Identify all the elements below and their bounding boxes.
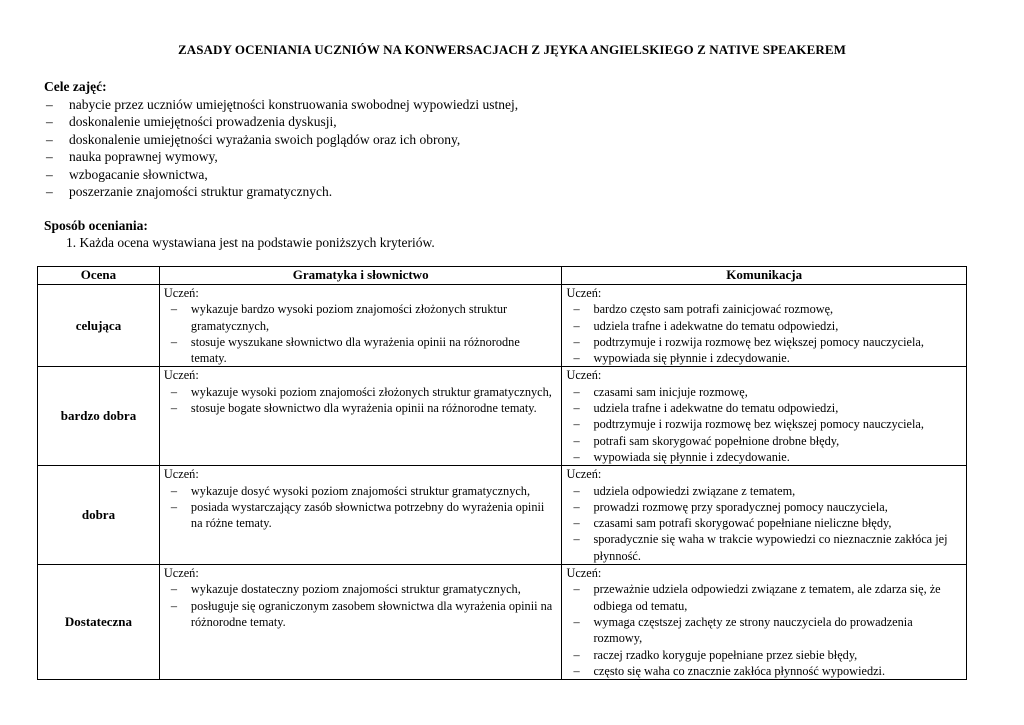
dash-bullet-icon: – bbox=[573, 647, 580, 662]
grading-table bbox=[37, 266, 967, 680]
goals-list bbox=[44, 96, 984, 201]
list-item: – udziela trafne i adekwatne do tematu odpowiedzi, bbox=[573, 401, 839, 416]
list-item: – podtrzymuje i rozwija rozmowę bez większej pomocy nauczyciela, bbox=[573, 417, 924, 432]
grammar-cell bbox=[159, 285, 562, 367]
grading-point: 1. Każda ocena wystawiana jest na podstawie poniższych kryteriów. bbox=[66, 235, 435, 250]
dash-bullet-icon: – bbox=[170, 384, 178, 399]
header-grade: Ocena bbox=[38, 267, 160, 285]
dash-bullet-icon: – bbox=[573, 582, 580, 597]
list-item: – stosuje wyszukane słownictwo dla wyrażenia opinii na różnorodne tematy. bbox=[170, 334, 520, 366]
communication-cell bbox=[562, 466, 967, 565]
dash-bullet-icon: – bbox=[46, 114, 53, 129]
criteria-list bbox=[566, 301, 962, 366]
table-row bbox=[38, 367, 967, 466]
dash-bullet-icon: – bbox=[46, 96, 53, 112]
list-item: – sporadycznie się waha w trakcie wypowiedzi co nieznacznie zakłóca jej płynność. bbox=[573, 532, 948, 563]
criteria-list bbox=[566, 483, 962, 564]
student-label: Uczeń: bbox=[163, 566, 199, 581]
list-item: – udziela odpowiedzi związane z tematem, bbox=[573, 483, 796, 498]
grammar-cell bbox=[159, 367, 562, 466]
table-header-row bbox=[38, 267, 967, 285]
dash-bullet-icon: – bbox=[170, 582, 178, 597]
communication-cell bbox=[562, 285, 967, 367]
list-item: – wykazuje wysoki poziom znajomości złożonych struktur gramatycznych, bbox=[170, 384, 552, 399]
list-item: – prowadzi rozmowę przy sporadycznej pomocy nauczyciela, bbox=[573, 499, 888, 514]
dash-bullet-icon: – bbox=[46, 184, 53, 199]
dash-bullet-icon: – bbox=[573, 433, 580, 448]
grade-cell: celująca bbox=[38, 285, 160, 367]
table-row bbox=[38, 565, 967, 680]
goal-item: – nabycie przez uczniów umiejętności konstruowania swobodnej wypowiedzi ustnej, bbox=[46, 96, 519, 112]
header-communication: Komunikacja bbox=[562, 267, 967, 285]
grammar-cell bbox=[159, 565, 562, 680]
dash-bullet-icon: – bbox=[573, 516, 580, 531]
student-label: Uczeń: bbox=[566, 566, 602, 581]
dash-bullet-icon: – bbox=[573, 663, 580, 678]
criteria-list bbox=[566, 384, 962, 465]
dash-bullet-icon: – bbox=[170, 483, 178, 498]
list-item: – czasami sam inicjuje rozmowę, bbox=[573, 384, 748, 399]
dash-bullet-icon: – bbox=[573, 351, 580, 366]
grading-heading: Sposób oceniania: bbox=[44, 217, 148, 233]
dash-bullet-icon: – bbox=[573, 483, 580, 498]
document-title: ZASADY OCENIANIA UCZNIÓW NA KONWERSACJACH Z JĘYKA ANGIELSKIEGO Z NATIVE SPEAKEREM bbox=[177, 42, 847, 57]
dash-bullet-icon: – bbox=[46, 166, 53, 182]
dash-bullet-icon: – bbox=[573, 384, 580, 399]
list-item: – wypowiada się płynnie i zdecydowanie. bbox=[573, 351, 790, 366]
student-label: Uczeń: bbox=[163, 368, 199, 383]
dash-bullet-icon: – bbox=[573, 318, 580, 333]
communication-cell bbox=[562, 367, 967, 466]
table-row bbox=[38, 285, 967, 367]
header-grammar: Gramatyka i słownictwo bbox=[159, 267, 562, 285]
student-label: Uczeń: bbox=[566, 467, 602, 482]
grade-cell: bardzo dobra bbox=[38, 367, 160, 466]
list-item: – raczej rzadko koryguje popełniane przez siebie błędy, bbox=[573, 647, 858, 662]
criteria-list bbox=[164, 483, 558, 532]
list-item: – wykazuje bardzo wysoki poziom znajomości złożonych struktur gramatycznych, bbox=[170, 302, 508, 333]
list-item: – posiada wystarczający zasób słownictwa potrzebny do wyrażenia opinii na różne tematy. bbox=[170, 499, 545, 531]
goal-item: – nauka poprawnej wymowy, bbox=[46, 149, 218, 164]
grading-section bbox=[44, 217, 984, 252]
list-item: – wykazuje dostateczny poziom znajomości struktur gramatycznych, bbox=[170, 582, 521, 597]
dash-bullet-icon: – bbox=[573, 614, 580, 629]
communication-cell bbox=[562, 565, 967, 680]
table-row bbox=[38, 466, 967, 565]
list-item: – przeważnie udziela odpowiedzi związane z tematem, ale zdarza się, że odbiega od tematu, bbox=[573, 582, 941, 613]
list-item: – wypowiada się płynnie i zdecydowanie. bbox=[573, 449, 790, 464]
list-item: – udziela trafne i adekwatne do tematu odpowiedzi, bbox=[573, 318, 839, 333]
list-item: – posługuje się ograniczonym zasobem słownictwa dla wyrażenia opinii na różnorodne tematy. bbox=[170, 598, 553, 629]
list-item: – potrafi sam skorygować popełnione drobne błędy, bbox=[573, 433, 840, 448]
list-item: – stosuje bogate słownictwo dla wyrażenia opinii na różnorodne tematy. bbox=[170, 401, 537, 416]
list-item: – wykazuje dosyć wysoki poziom znajomości struktur gramatycznych, bbox=[170, 483, 531, 498]
goal-item: – doskonalenie umiejętności wyrażania swoich poglądów oraz ich obrony, bbox=[46, 131, 461, 147]
dash-bullet-icon: – bbox=[573, 532, 580, 547]
list-item: – często się waha co znacznie zakłóca płynność wypowiedzi. bbox=[573, 663, 886, 678]
dash-bullet-icon: – bbox=[46, 149, 53, 164]
dash-bullet-icon: – bbox=[170, 401, 178, 416]
dash-bullet-icon: – bbox=[170, 302, 178, 317]
dash-bullet-icon: – bbox=[573, 334, 580, 349]
dash-bullet-icon: – bbox=[170, 499, 178, 514]
student-label: Uczeń: bbox=[163, 467, 199, 482]
criteria-list bbox=[566, 581, 962, 679]
grade-cell: dobra bbox=[38, 466, 160, 565]
dash-bullet-icon: – bbox=[46, 131, 53, 147]
criteria-list bbox=[164, 581, 558, 630]
goal-item: – poszerzanie znajomości struktur gramatycznych. bbox=[46, 184, 333, 199]
goal-item: – doskonalenie umiejętności prowadzenia dyskusji, bbox=[46, 114, 337, 129]
student-label: Uczeń: bbox=[566, 286, 602, 300]
list-item: – czasami sam potrafi skorygować popełniane nieliczne błędy, bbox=[573, 516, 892, 531]
dash-bullet-icon: – bbox=[573, 302, 580, 317]
list-item: – podtrzymuje i rozwija rozmowę bez większej pomocy nauczyciela, bbox=[573, 334, 924, 349]
grammar-cell bbox=[159, 466, 562, 565]
dash-bullet-icon: – bbox=[573, 417, 580, 432]
grade-cell: Dostateczna bbox=[38, 565, 160, 680]
dash-bullet-icon: – bbox=[170, 598, 178, 613]
intro-section bbox=[44, 78, 984, 252]
list-item: – bardzo często sam potrafi zainicjować rozmowę, bbox=[573, 302, 834, 317]
dash-bullet-icon: – bbox=[573, 499, 580, 514]
list-item: – wymaga częstszej zachęty ze strony nauczyciela do prowadzenia rozmowy, bbox=[573, 614, 913, 646]
criteria-list bbox=[164, 301, 558, 366]
student-label: Uczeń: bbox=[566, 368, 602, 383]
student-label: Uczeń: bbox=[163, 286, 199, 300]
dash-bullet-icon: – bbox=[573, 449, 580, 464]
criteria-list bbox=[164, 384, 558, 417]
goals-heading: Cele zajęć: bbox=[44, 79, 107, 94]
dash-bullet-icon: – bbox=[170, 334, 178, 349]
dash-bullet-icon: – bbox=[573, 401, 580, 416]
goal-item: – wzbogacanie słownictwa, bbox=[46, 166, 208, 182]
